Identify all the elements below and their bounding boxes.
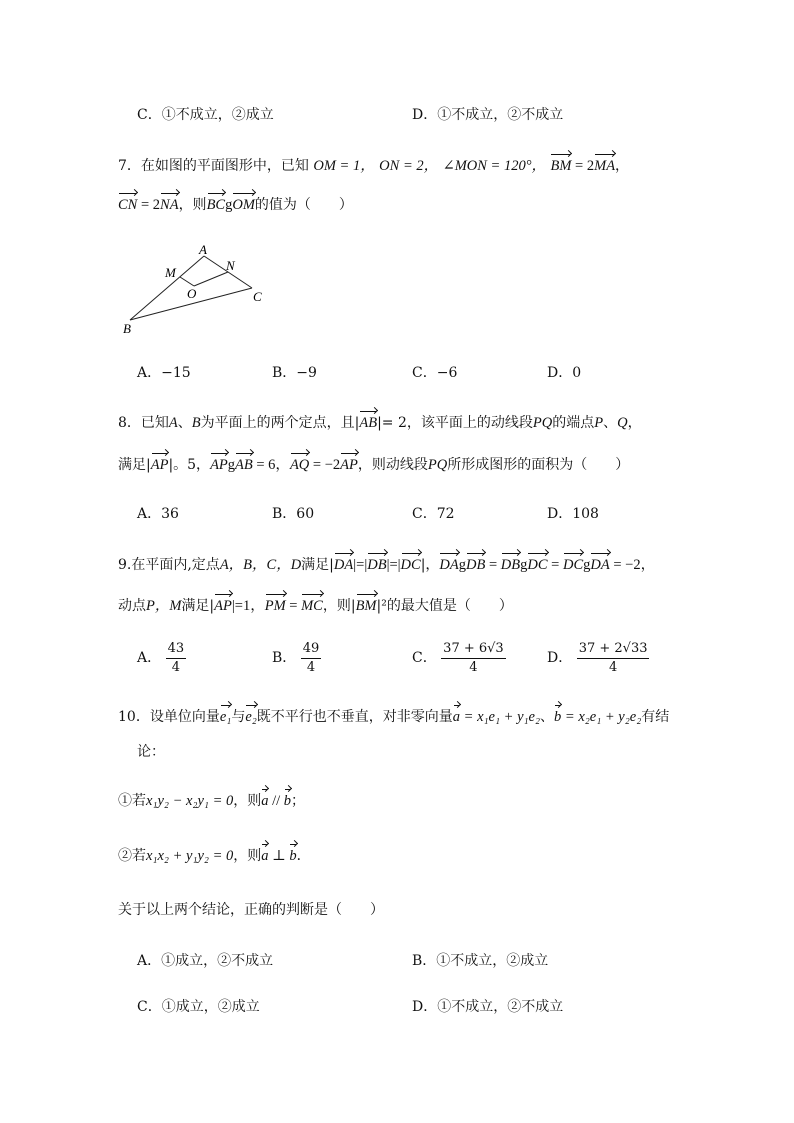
q9-option-c-label: C． [412, 650, 437, 667]
q8-seg-pq: PQ [532, 415, 553, 431]
q9-stem-line1 [118, 553, 655, 574]
q10-stem-line1 [118, 706, 669, 726]
q8-pt-q: Q [617, 415, 628, 431]
q7-option-b: B．−9 [272, 365, 317, 381]
dot-sign: g [458, 557, 467, 573]
dot-sign: g [227, 457, 236, 473]
q10-stem-line2: 论： [137, 744, 165, 760]
q10-t3: 既不平行也不垂直，对非零向量 [256, 709, 453, 725]
vec-a: a [452, 709, 461, 725]
q10-conclusion-2 [118, 845, 311, 865]
q10-option-a: A．①成立，②不成立 [137, 953, 274, 969]
dot-sign: g [583, 557, 591, 573]
q7-cond-om: OM = 1， [313, 158, 375, 174]
q9-t8: 满足| [181, 598, 215, 614]
vec-b: b [554, 709, 562, 725]
vec-bc: BC [206, 197, 226, 213]
q10-c2-t1: ②若 [118, 848, 146, 864]
vec-dc: DC [562, 557, 584, 573]
vec-na: NA [160, 197, 179, 213]
vec-db: DB [466, 557, 486, 573]
q9-t10: ，则| [322, 598, 356, 614]
q10-t5: 有结 [641, 709, 670, 725]
q10-t1: 10．设单位向量 [118, 709, 220, 725]
q8-t2: 、 [177, 415, 192, 431]
q8-t10: = 6， [252, 457, 290, 473]
q9-option-a-label: A． [137, 650, 162, 667]
q9-option-d-num: 37 + 2√33 [577, 641, 650, 659]
q10-c1-t1: ①若 [118, 793, 146, 809]
vec-ap: AP [150, 457, 169, 473]
q8-option-a: A．36 [137, 506, 179, 522]
q8-t8: 满足| [118, 457, 151, 473]
q9-eq: = [485, 557, 501, 573]
vec-mc: MC [301, 598, 323, 614]
q7-eq2: = 2 [137, 197, 161, 213]
q9-option-a-num: 43 [166, 641, 187, 659]
q10-a-expr: = x₁e₁ + y₁e₂ [460, 709, 541, 725]
q8-t1: 8．已知 [118, 415, 169, 431]
q8-option-d: D．108 [547, 506, 599, 522]
q7-stem-line1 [118, 154, 629, 175]
vec-db: DB [500, 557, 521, 573]
q9-t6: = −2， [609, 557, 656, 573]
q8-option-c: C．72 [412, 506, 455, 522]
q9-option-b-num: 49 [301, 641, 322, 659]
q7-option-a: A．−15 [137, 365, 191, 381]
q7-option-d: D．0 [547, 365, 582, 381]
q9-t2: 满足| [301, 557, 334, 573]
line-mo [180, 277, 194, 286]
q10-t4: 、 [540, 709, 555, 725]
q9-option-c-num: 37 + 6√3 [441, 641, 506, 659]
q9-t1: 9.在平面内,定点 [118, 557, 220, 573]
vec-b: b [283, 793, 292, 809]
q9-option-a [137, 641, 186, 675]
q9-option-d [547, 641, 649, 675]
q9-t4: |=| [386, 557, 401, 573]
q7-then: ，则 [178, 197, 207, 213]
q7-stem-prefix: 7．在如图的平面图形中，已知 [118, 158, 309, 174]
label-c: C [253, 289, 262, 304]
q7-eq: = 2 [571, 158, 595, 174]
q9-pts2: P，M [146, 598, 182, 614]
vec-da: DA [333, 557, 354, 573]
vec-da: DA [439, 557, 459, 573]
q9-option-b [272, 641, 321, 675]
q10-option-c: C．①成立，②成立 [137, 999, 260, 1015]
q8-stem-line1 [118, 412, 642, 432]
q9-option-b-den: 4 [306, 659, 316, 675]
q9-t3: |=| [353, 557, 368, 573]
q8-t6: 、 [603, 415, 618, 431]
vec-ap: AP [340, 457, 358, 473]
q9-option-d-den: 4 [608, 659, 618, 675]
q8-t9: |。5， [168, 457, 211, 473]
q8-pt-a: A [168, 415, 178, 431]
q10-c2-cond: x₁x₂ + y₁y₂ = 0 [146, 848, 234, 864]
q9-eq: = [547, 557, 563, 573]
dot-sign: g [225, 197, 233, 213]
vec-om: OM [232, 197, 255, 213]
q9-option-c [412, 641, 506, 675]
label-n: N [226, 258, 235, 273]
vec-ap: AP [210, 457, 228, 473]
vec-b: b [289, 848, 297, 864]
vec-a: a [261, 848, 269, 864]
q10-c1-end: ； [291, 793, 306, 809]
vec-bm: BM [355, 598, 377, 614]
q7-comma: ， [615, 158, 630, 174]
vec-bm: BM [550, 158, 572, 174]
label-a: A [199, 242, 207, 257]
q10-c1-cond: x₁y₂ − x₂y₁ = 0 [146, 793, 234, 809]
q8-t3: 为平面上的两个定点，且| [200, 415, 360, 431]
dot-sign: g [520, 557, 528, 573]
q8-pt-b: B [191, 415, 201, 431]
q10-conclusion-1 [118, 790, 305, 810]
q6-option-d: D．①不成立，②不成立 [412, 107, 564, 123]
q10-t2: 与 [231, 709, 246, 725]
q10-c1-t2: ，则 [233, 793, 262, 809]
q9-option-d-label: D． [547, 650, 573, 667]
vec-e2: e₂ [245, 709, 257, 725]
vec-db: DB [367, 557, 387, 573]
q6-option-c: C．①不成立，②成立 [137, 107, 274, 123]
parallel-sign: // [268, 793, 284, 809]
q9-pts: A，B，C，D [219, 557, 302, 573]
q10-option-d: D．①不成立，②不成立 [412, 999, 564, 1015]
q7-stem-line2 [118, 194, 353, 214]
line-on [194, 272, 228, 286]
q7-figure [118, 240, 278, 340]
q7-cond-angle: ∠MON = 120°， [442, 158, 547, 174]
vec-ab: AB [235, 457, 253, 473]
q10-c2-t2: ，则 [233, 848, 262, 864]
vec-a: a [261, 793, 269, 809]
q10-c2-end: ． [296, 848, 311, 864]
q8-t4: |= 2，该平面上的动线段 [377, 415, 533, 431]
q9-t9: |=1， [231, 598, 265, 614]
vec-aq: AQ [289, 457, 310, 473]
q8-pt-p: P [594, 415, 604, 431]
vec-dc: DC [400, 557, 421, 573]
q9-stem-line2 [118, 594, 513, 615]
perp-sign: ⊥ [268, 848, 290, 864]
q10-ask: 关于以上两个结论，正确的判断是（ ） [118, 902, 384, 918]
vec-ab: AB [359, 415, 378, 431]
vec-dc: DC [527, 557, 548, 573]
q9-option-b-label: B． [272, 650, 297, 667]
q8-stem-line2 [118, 453, 629, 474]
q8-t11: = −2 [309, 457, 341, 473]
q7-ask: 的值为（ ） [254, 197, 353, 213]
vec-e1: e₁ [219, 709, 232, 725]
q9-option-c-den: 4 [469, 659, 478, 675]
q9-eq: = [285, 598, 302, 614]
q8-option-b: B．60 [272, 506, 315, 522]
label-m: M [165, 265, 176, 280]
q8-t5: 的端点 [552, 415, 595, 431]
label-o: O [187, 286, 197, 301]
vec-cn: CN [118, 197, 138, 213]
q9-ask: |²的最大值是（ ） [376, 598, 513, 614]
q7-option-c: C．−6 [412, 365, 458, 381]
q9-t5: |， [420, 557, 440, 573]
q7-cond-on: ON = 2， [379, 158, 439, 174]
vec-da: DA [590, 557, 610, 573]
q9-option-a-den: 4 [171, 659, 180, 675]
q9-t7: 动点 [118, 598, 146, 614]
label-b: B [123, 321, 131, 336]
vec-ap: AP [214, 598, 232, 614]
q8-t7: ， [627, 415, 642, 431]
q8-seg-pq: PQ [427, 457, 448, 473]
q8-t12: ，则动线段 [357, 457, 428, 473]
q8-ask: 所形成图形的面积为（ ） [447, 457, 630, 473]
vec-pm: PM [264, 598, 286, 614]
q10-b-expr: = x₂e₁ + y₂e₂ [561, 709, 642, 725]
vec-ma: MA [594, 158, 616, 174]
q10-option-b: B．①不成立，②成立 [412, 953, 549, 969]
